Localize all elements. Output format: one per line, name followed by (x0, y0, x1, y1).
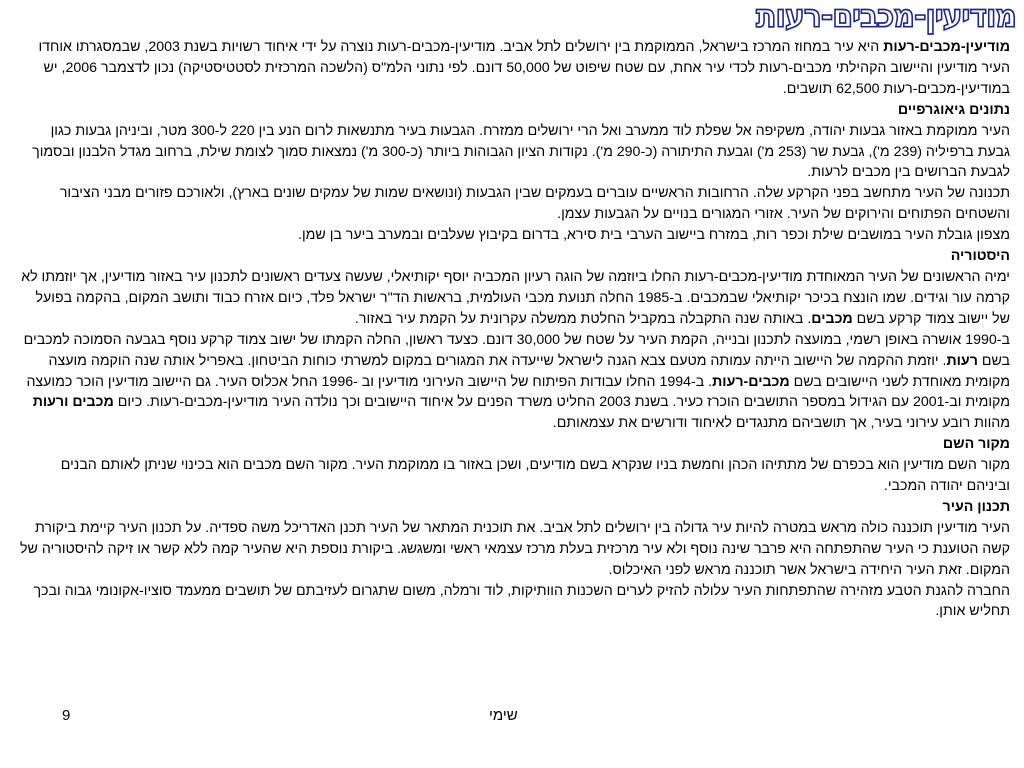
geo-paragraph-3: מצפון גובלת העיר במושבים שילת וכפר רות, במזרח ביישוב הערבי בית סירא, בדרום בקיבוץ שעלבים ובמערב ביער בן שמן. (298, 227, 1010, 244)
geo-paragraph-2: תכנונה של העיר מתחשב בפני הקרקע שלה. הרחובות הראשיים עוברים בעמקים שבין הגבעות (ונושאים שמות של עמקים שונים בארץ), ולאורכם פזורים מבני הציבור והשטחים הפתוחים והירוקים של העיר. אזורי המגורים בנויים על הגבעות עצמן. (59, 185, 1010, 223)
history-p1-bold: מכבים (811, 310, 853, 327)
footer-author: שימי (489, 707, 518, 724)
geo-heading: נתונים גיאוגרפיים (897, 101, 1010, 118)
history-p1-text-a: ימיה הראשונים של העיר המאוחדת מודיעין-מכבים-רעות החלו ביוזמה של הוגה רעיון המכביה יוסף יקותיאלי, שעשה צעדים ראשונים לתכנון עיר באזור מודיעין, אך יוזמתו לא קרמה עור וגידים. שמו הונצח בכיכר יקותיאלי שבמכבים. ב-1985 החלה תנועת מכבי העולמית, בראשות הד"ר ישראל פלד, כיום אזרח כבוד ותושב המקום, בהקמה בפועל של יישוב צמוד קרקע בשם (21, 268, 1010, 327)
history-p2-text-a: ב-1990 אושרה באופן רשמי, במועצה לתכנון ובנייה, הקמת העיר על שטח של 30,000 דונם. כצעד ראשון, החלה הקמתו של ישוב צמוד קרקע נוסף בגבעה הסמוכה למכבים בשם (23, 331, 1010, 369)
name-origin-heading: מקור השם (942, 436, 1010, 453)
history-heading: היסטוריה (950, 248, 1010, 265)
history-p2-bold-3: מכבים ורעות (32, 394, 114, 411)
history-paragraph-2 (18, 330, 1010, 435)
slide-title-container (756, 0, 1016, 36)
planning-paragraph-2: החברה להגנת הטבע מזהירה שהתפתחות העיר עלולה להזיק לערים השכנות הוותיקות, לוד ורמלה, משום שתגרום לעזיבתם של תושבים ממעמד סוציו-אקונומי גבוה ובכך תחליש אותן. (33, 582, 1010, 620)
planning-paragraph-1: העיר מודיעין תוכננה כולה מראש במטרה להיות עיר גדולה בין ירושלים לתל אביב. את תוכנית המתאר של העיר תכנן האדריכל משה ספדיה. על תכנון העיר קיימת ביקורת קשה הטוענת כי העיר שהתפתחה היא פרבר שינה נוסף ולא עיר מרכזית בעלת מרכז עצמאי ראשי ומשגשג. ביקורת נוספת היא שהעיר קמה ללא קשר או זיקה להיסטוריה של המקום. זאת העיר היחידה בישראל אשר תוכננה מראש לפני האיכלוס. (20, 519, 1010, 578)
article-body (18, 37, 1010, 622)
history-p2-bold-1: רעות (946, 352, 978, 369)
planning-heading: תכנון העיר (942, 498, 1010, 515)
intro-paragraph (18, 37, 1010, 100)
history-p2-text-c: . ב-1994 החלו עבודות הפיתוח של היישוב העירוני מודיעין וב -1996 החל אכלוס העיר. גם היישוב מודיעין הוכר כמועצה מקומית וב-2001 עם הגידול במספר התושבים הוכרז כעיר. בשנת 2003 החליט משרד הפנים על איחוד היישובים וכך נולדה העיר מודיעין-מכבים-רעות. כיום (26, 373, 1010, 411)
history-p2-text-b: . יוזמת ההקמה של היישוב הייתה עמותה מטעם צבא הגנה לישראל שייעדה את המגורים במקום למשרתי כוחות הביטחון. באפריל אותה שנה הוקמה מועצה מקומית מאוחדת לשני היישובים בשם (48, 352, 1010, 390)
slide-title: מודיעין-מכבים-רעות (755, 0, 1016, 35)
history-p1-text-b: . באותה שנה התקבלה במקביל החלטת ממשלה עקרונית על הקמת עיר באזור. (354, 310, 812, 327)
intro-bold-name: מודיעין-מכבים-רעות (883, 39, 1010, 55)
geo-paragraph-1: העיר ממוקמת באזור גבעות יהודה, משקיפה אל שפלת לוד ממערב ואל הרי ירושלים ממזרח. הגבעות בעיר מתנשאות לרום הנע בין 220 ל-300 מטר, וביניהן גבעות כגון גבעת ברפיליה (239 מ'), גבעת שר (253 מ') וגבעת התיתורה (כ-290 מ'). נקודות הציון הגבוהות ביותר (כ-300 מ') נמצאות סמוך לצומת שילת, ברחוב מגדל הלבנון ובסמוך לגבעת הברושים בין מכבים לרעות. (32, 122, 1010, 181)
history-p2-text-d: מהוות רובע עירוני בעיר, אך תושביהם מתנגדים לאיחוד ודורשים את עצמאותם. (552, 415, 1010, 432)
name-origin-paragraph: מקור השם מודיעין הוא בכפרם של מתתיהו הכהן וחמשת בניו שנקרא בשם מודיעים, ושכן באזור בו ממוקמת העיר. מקור השם מכבים הוא בכינוי שניתן לאותם הבנים וביניהם יהודה המכבי. (60, 457, 1010, 495)
history-paragraph-1 (18, 267, 1010, 330)
intro-text: היא עיר במחוז המרכז בישראל, הממוקמת בין ירושלים לתל אביב. מודיעין-מכבים-רעות נוצרה על ידי איחוד רשויות בשנת 2003, שבמסגרתו אוחדו העיר מודיעין והיישוב הקהילתי מכבים-רעות לכדי עיר אחת, עם שטח שיפוט של 50,000 דונם. לפי נתוני הלמ"ס (הלשכה המרכזית לסטטיסטיקה) נכון לדצמבר 2006, יש במודיעין-מכבים-רעות 62,500 תושבים. (38, 39, 1010, 97)
footer-page-number: 9 (62, 707, 71, 724)
history-p2-bold-2: מכבים-רעות (712, 373, 790, 390)
